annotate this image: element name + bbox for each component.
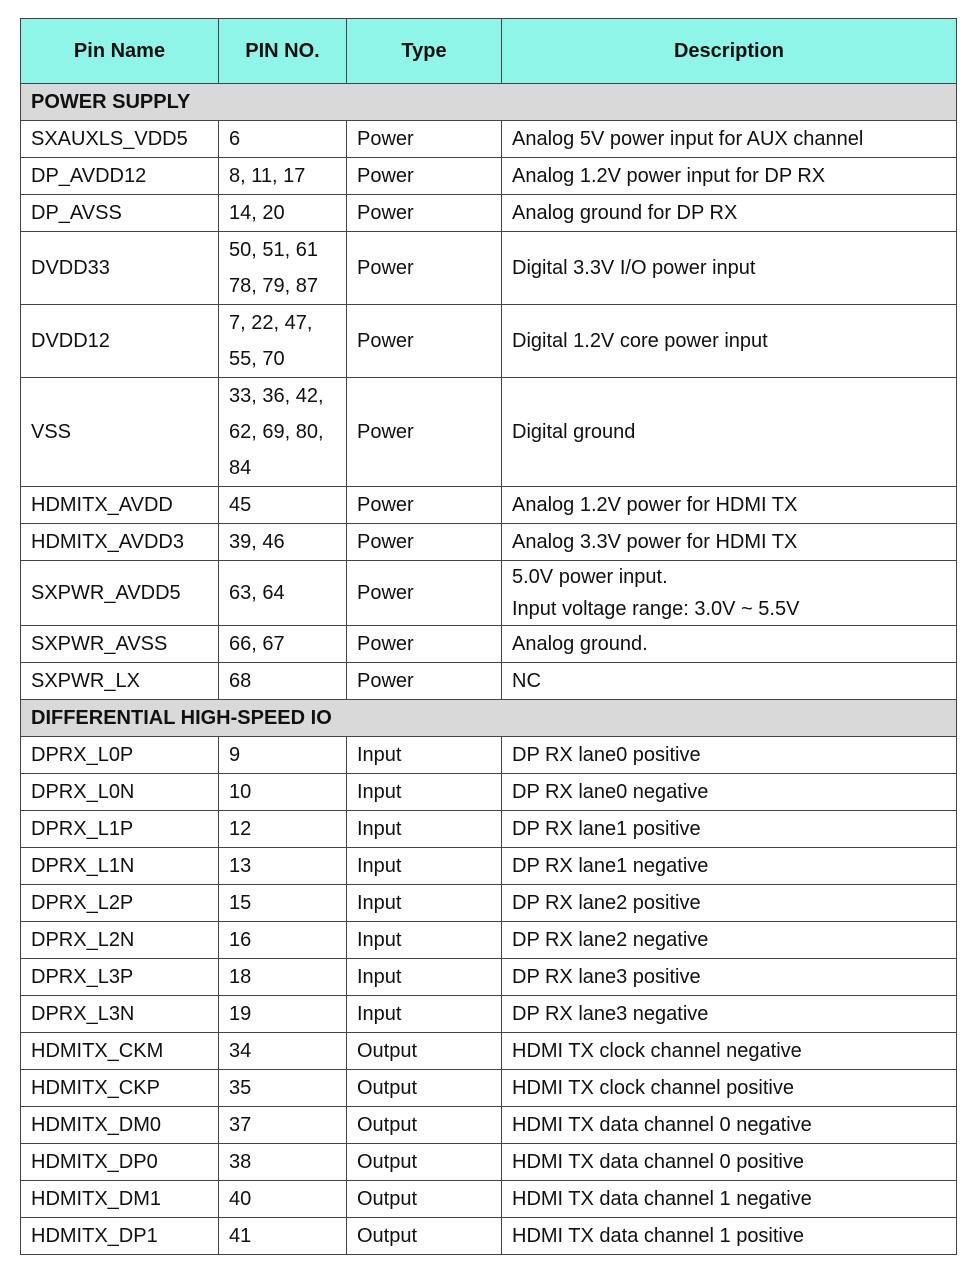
table-row	[21, 811, 957, 848]
pin-name-cell: DP_AVDD12	[21, 158, 219, 195]
pin-number-cell	[219, 1144, 347, 1181]
pin-description-cell	[502, 1070, 957, 1107]
table-row	[21, 774, 957, 811]
section-row	[21, 84, 957, 121]
pin-name-cell: DVDD12	[21, 305, 219, 378]
pin-number-line: 84	[229, 457, 252, 479]
pin-description-cell	[502, 1144, 957, 1181]
description-line: Input voltage range: 3.0V ~ 5.5V	[512, 598, 800, 620]
description-line: DP RX lane0 negative	[512, 781, 709, 803]
table-row	[21, 524, 957, 561]
pin-number-line: 14, 20	[229, 202, 285, 224]
pin-type-cell: Input	[347, 737, 502, 774]
pin-number-line: 15	[229, 892, 252, 914]
pin-name-cell: HDMITX_DP0	[21, 1144, 219, 1181]
pin-type-cell: Power	[347, 626, 502, 663]
pin-description-cell	[502, 195, 957, 232]
pin-number-cell	[219, 737, 347, 774]
header-description: Description	[502, 19, 957, 84]
pin-type-cell: Output	[347, 1033, 502, 1070]
pin-number-line: 37	[229, 1114, 252, 1136]
pin-type-cell: Power	[347, 561, 502, 626]
table-row	[21, 1218, 957, 1255]
pin-name-cell: DPRX_L3P	[21, 959, 219, 996]
pin-description-cell	[502, 811, 957, 848]
pin-number-cell	[219, 232, 347, 305]
table-row	[21, 1144, 957, 1181]
pin-description-cell	[502, 922, 957, 959]
pin-type-cell: Input	[347, 848, 502, 885]
pin-name-cell: SXAUXLS_VDD5	[21, 121, 219, 158]
section-title: DIFFERENTIAL HIGH-SPEED IO	[21, 700, 957, 737]
pin-number-line: 13	[229, 855, 252, 877]
pin-number-line: 39, 46	[229, 531, 285, 553]
pin-number-line: 9	[229, 744, 241, 766]
pin-type-cell: Power	[347, 663, 502, 700]
pin-name-cell: DPRX_L1N	[21, 848, 219, 885]
pin-name-cell: DPRX_L2N	[21, 922, 219, 959]
table-row	[21, 378, 957, 487]
pin-description-cell	[502, 996, 957, 1033]
pin-number-cell	[219, 774, 347, 811]
pin-description-cell	[502, 378, 957, 487]
pin-number-cell	[219, 811, 347, 848]
pin-number-line: 40	[229, 1188, 252, 1210]
table-row	[21, 121, 957, 158]
pin-name-cell: DPRX_L3N	[21, 996, 219, 1033]
table-row	[21, 626, 957, 663]
pin-description-cell	[502, 1218, 957, 1255]
table-row	[21, 922, 957, 959]
description-line: HDMI TX data channel 0 negative	[512, 1114, 812, 1136]
pin-type-cell: Output	[347, 1144, 502, 1181]
header-pin-name: Pin Name	[21, 19, 219, 84]
pin-description-cell	[502, 626, 957, 663]
pin-table	[20, 18, 957, 1255]
description-line: Analog 1.2V power input for DP RX	[512, 165, 826, 187]
table-row	[21, 158, 957, 195]
pin-type-cell: Input	[347, 774, 502, 811]
pin-number-cell	[219, 996, 347, 1033]
pin-number-cell	[219, 561, 347, 626]
description-line: Analog 5V power input for AUX channel	[512, 128, 864, 150]
pin-number-cell	[219, 848, 347, 885]
pin-number-cell	[219, 378, 347, 487]
pin-type-cell: Input	[347, 996, 502, 1033]
description-line: DP RX lane1 negative	[512, 855, 709, 877]
pin-number-cell	[219, 1107, 347, 1144]
pin-name-cell: DPRX_L2P	[21, 885, 219, 922]
header-row	[21, 19, 957, 84]
description-line: HDMI TX clock channel negative	[512, 1040, 802, 1062]
section-title: POWER SUPPLY	[21, 84, 957, 121]
table-row	[21, 1107, 957, 1144]
pin-number-line: 7, 22, 47,	[229, 312, 313, 334]
pin-number-line: 63, 64	[229, 582, 285, 604]
pin-number-cell	[219, 885, 347, 922]
pin-description-cell	[502, 121, 957, 158]
description-line: DP RX lane0 positive	[512, 744, 701, 766]
header-pin-no: PIN NO.	[219, 19, 347, 84]
pin-type-cell: Output	[347, 1107, 502, 1144]
pin-number-line: 8, 11, 17	[229, 165, 306, 187]
pin-type-cell: Input	[347, 885, 502, 922]
description-line: 5.0V power input.	[512, 566, 668, 588]
pin-description-cell	[502, 1181, 957, 1218]
description-line: DP RX lane2 positive	[512, 892, 701, 914]
description-line: NC	[512, 670, 541, 692]
pin-name-cell: VSS	[21, 378, 219, 487]
table-row	[21, 487, 957, 524]
pin-number-line: 6	[229, 128, 241, 150]
pin-number-line: 33, 36, 42,	[229, 385, 324, 407]
pin-description-cell	[502, 524, 957, 561]
section-row	[21, 700, 957, 737]
pin-type-cell: Power	[347, 487, 502, 524]
table-row	[21, 1033, 957, 1070]
table-row	[21, 232, 957, 305]
pin-name-cell: HDMITX_DP1	[21, 1218, 219, 1255]
pin-number-line: 50, 51, 61	[229, 239, 318, 261]
pin-type-cell: Power	[347, 195, 502, 232]
pin-number-line: 55, 70	[229, 348, 285, 370]
description-line: HDMI TX data channel 1 positive	[512, 1225, 805, 1247]
table-row	[21, 1181, 957, 1218]
description-line: DP RX lane3 positive	[512, 966, 701, 988]
pin-description-cell	[502, 1107, 957, 1144]
pin-type-cell: Power	[347, 524, 502, 561]
pin-description-cell	[502, 158, 957, 195]
pin-description-cell	[502, 663, 957, 700]
pin-type-cell: Power	[347, 378, 502, 487]
pin-number-cell	[219, 158, 347, 195]
pin-name-cell: DPRX_L0P	[21, 737, 219, 774]
pin-number-cell	[219, 1070, 347, 1107]
pin-name-cell: SXPWR_AVDD5	[21, 561, 219, 626]
pin-description-cell	[502, 848, 957, 885]
pin-type-cell: Power	[347, 121, 502, 158]
pin-number-line: 10	[229, 781, 252, 803]
pin-number-cell	[219, 1181, 347, 1218]
description-line: Analog ground for DP RX	[512, 202, 738, 224]
pin-number-line: 19	[229, 1003, 252, 1025]
pin-description-cell	[502, 305, 957, 378]
description-line: HDMI TX clock channel positive	[512, 1077, 794, 1099]
pin-type-cell: Power	[347, 232, 502, 305]
header-type: Type	[347, 19, 502, 84]
pin-number-cell	[219, 1218, 347, 1255]
pin-description-cell	[502, 959, 957, 996]
pin-number-line: 34	[229, 1040, 252, 1062]
pin-number-cell	[219, 1033, 347, 1070]
description-line: Digital 3.3V I/O power input	[512, 257, 756, 279]
table-row	[21, 959, 957, 996]
pin-type-cell: Output	[347, 1218, 502, 1255]
table-row	[21, 663, 957, 700]
pin-name-cell: DPRX_L1P	[21, 811, 219, 848]
pin-number-line: 45	[229, 494, 252, 516]
pin-name-cell: SXPWR_LX	[21, 663, 219, 700]
description-line: Analog 1.2V power for HDMI TX	[512, 494, 798, 516]
table-row	[21, 885, 957, 922]
description-line: DP RX lane3 negative	[512, 1003, 709, 1025]
pin-type-cell: Input	[347, 811, 502, 848]
pin-name-cell: SXPWR_AVSS	[21, 626, 219, 663]
description-line: HDMI TX data channel 0 positive	[512, 1151, 805, 1173]
pin-description-cell	[502, 737, 957, 774]
pin-number-line: 35	[229, 1077, 252, 1099]
description-line: Analog ground.	[512, 633, 648, 655]
table-row	[21, 737, 957, 774]
table-body	[21, 84, 957, 1255]
description-line: DP RX lane1 positive	[512, 818, 701, 840]
table-row	[21, 1070, 957, 1107]
pin-number-line: 38	[229, 1151, 252, 1173]
description-line: Digital 1.2V core power input	[512, 330, 768, 352]
pin-name-cell: HDMITX_CKM	[21, 1033, 219, 1070]
pin-number-line: 41	[229, 1225, 252, 1247]
pin-name-cell: HDMITX_AVDD3	[21, 524, 219, 561]
pin-number-cell	[219, 487, 347, 524]
pin-number-line: 12	[229, 818, 252, 840]
pin-number-line: 62, 69, 80,	[229, 421, 324, 443]
table-row	[21, 996, 957, 1033]
pin-number-cell	[219, 195, 347, 232]
pin-number-line: 68	[229, 670, 252, 692]
pin-type-cell: Input	[347, 922, 502, 959]
pin-number-cell	[219, 305, 347, 378]
pin-description-cell	[502, 1033, 957, 1070]
pin-name-cell: DPRX_L0N	[21, 774, 219, 811]
table-row	[21, 848, 957, 885]
table-row	[21, 195, 957, 232]
pin-number-cell	[219, 663, 347, 700]
pin-number-line: 66, 67	[229, 633, 285, 655]
pin-name-cell: HDMITX_CKP	[21, 1070, 219, 1107]
pin-name-cell: DVDD33	[21, 232, 219, 305]
pin-number-cell	[219, 121, 347, 158]
pin-description-cell	[502, 232, 957, 305]
pin-type-cell: Output	[347, 1070, 502, 1107]
pin-description-cell	[502, 561, 957, 626]
pin-number-cell	[219, 626, 347, 663]
pin-number-cell	[219, 959, 347, 996]
pin-name-cell: DP_AVSS	[21, 195, 219, 232]
pin-description-cell	[502, 774, 957, 811]
pin-type-cell: Power	[347, 158, 502, 195]
description-line: Analog 3.3V power for HDMI TX	[512, 531, 798, 553]
description-line: HDMI TX data channel 1 negative	[512, 1188, 812, 1210]
pin-description-cell	[502, 885, 957, 922]
pin-number-line: 78, 79, 87	[229, 275, 318, 297]
description-line: DP RX lane2 negative	[512, 929, 709, 951]
pin-type-cell: Power	[347, 305, 502, 378]
table-row	[21, 305, 957, 378]
pin-name-cell: HDMITX_DM1	[21, 1181, 219, 1218]
table-row	[21, 561, 957, 626]
description-line: Digital ground	[512, 421, 636, 443]
pin-description-cell	[502, 487, 957, 524]
pin-number-line: 18	[229, 966, 252, 988]
pin-type-cell: Output	[347, 1181, 502, 1218]
table-header	[21, 19, 957, 84]
pin-number-cell	[219, 922, 347, 959]
pin-name-cell: HDMITX_DM0	[21, 1107, 219, 1144]
pin-number-cell	[219, 524, 347, 561]
pin-type-cell: Input	[347, 959, 502, 996]
pin-name-cell: HDMITX_AVDD	[21, 487, 219, 524]
pin-number-line: 16	[229, 929, 252, 951]
